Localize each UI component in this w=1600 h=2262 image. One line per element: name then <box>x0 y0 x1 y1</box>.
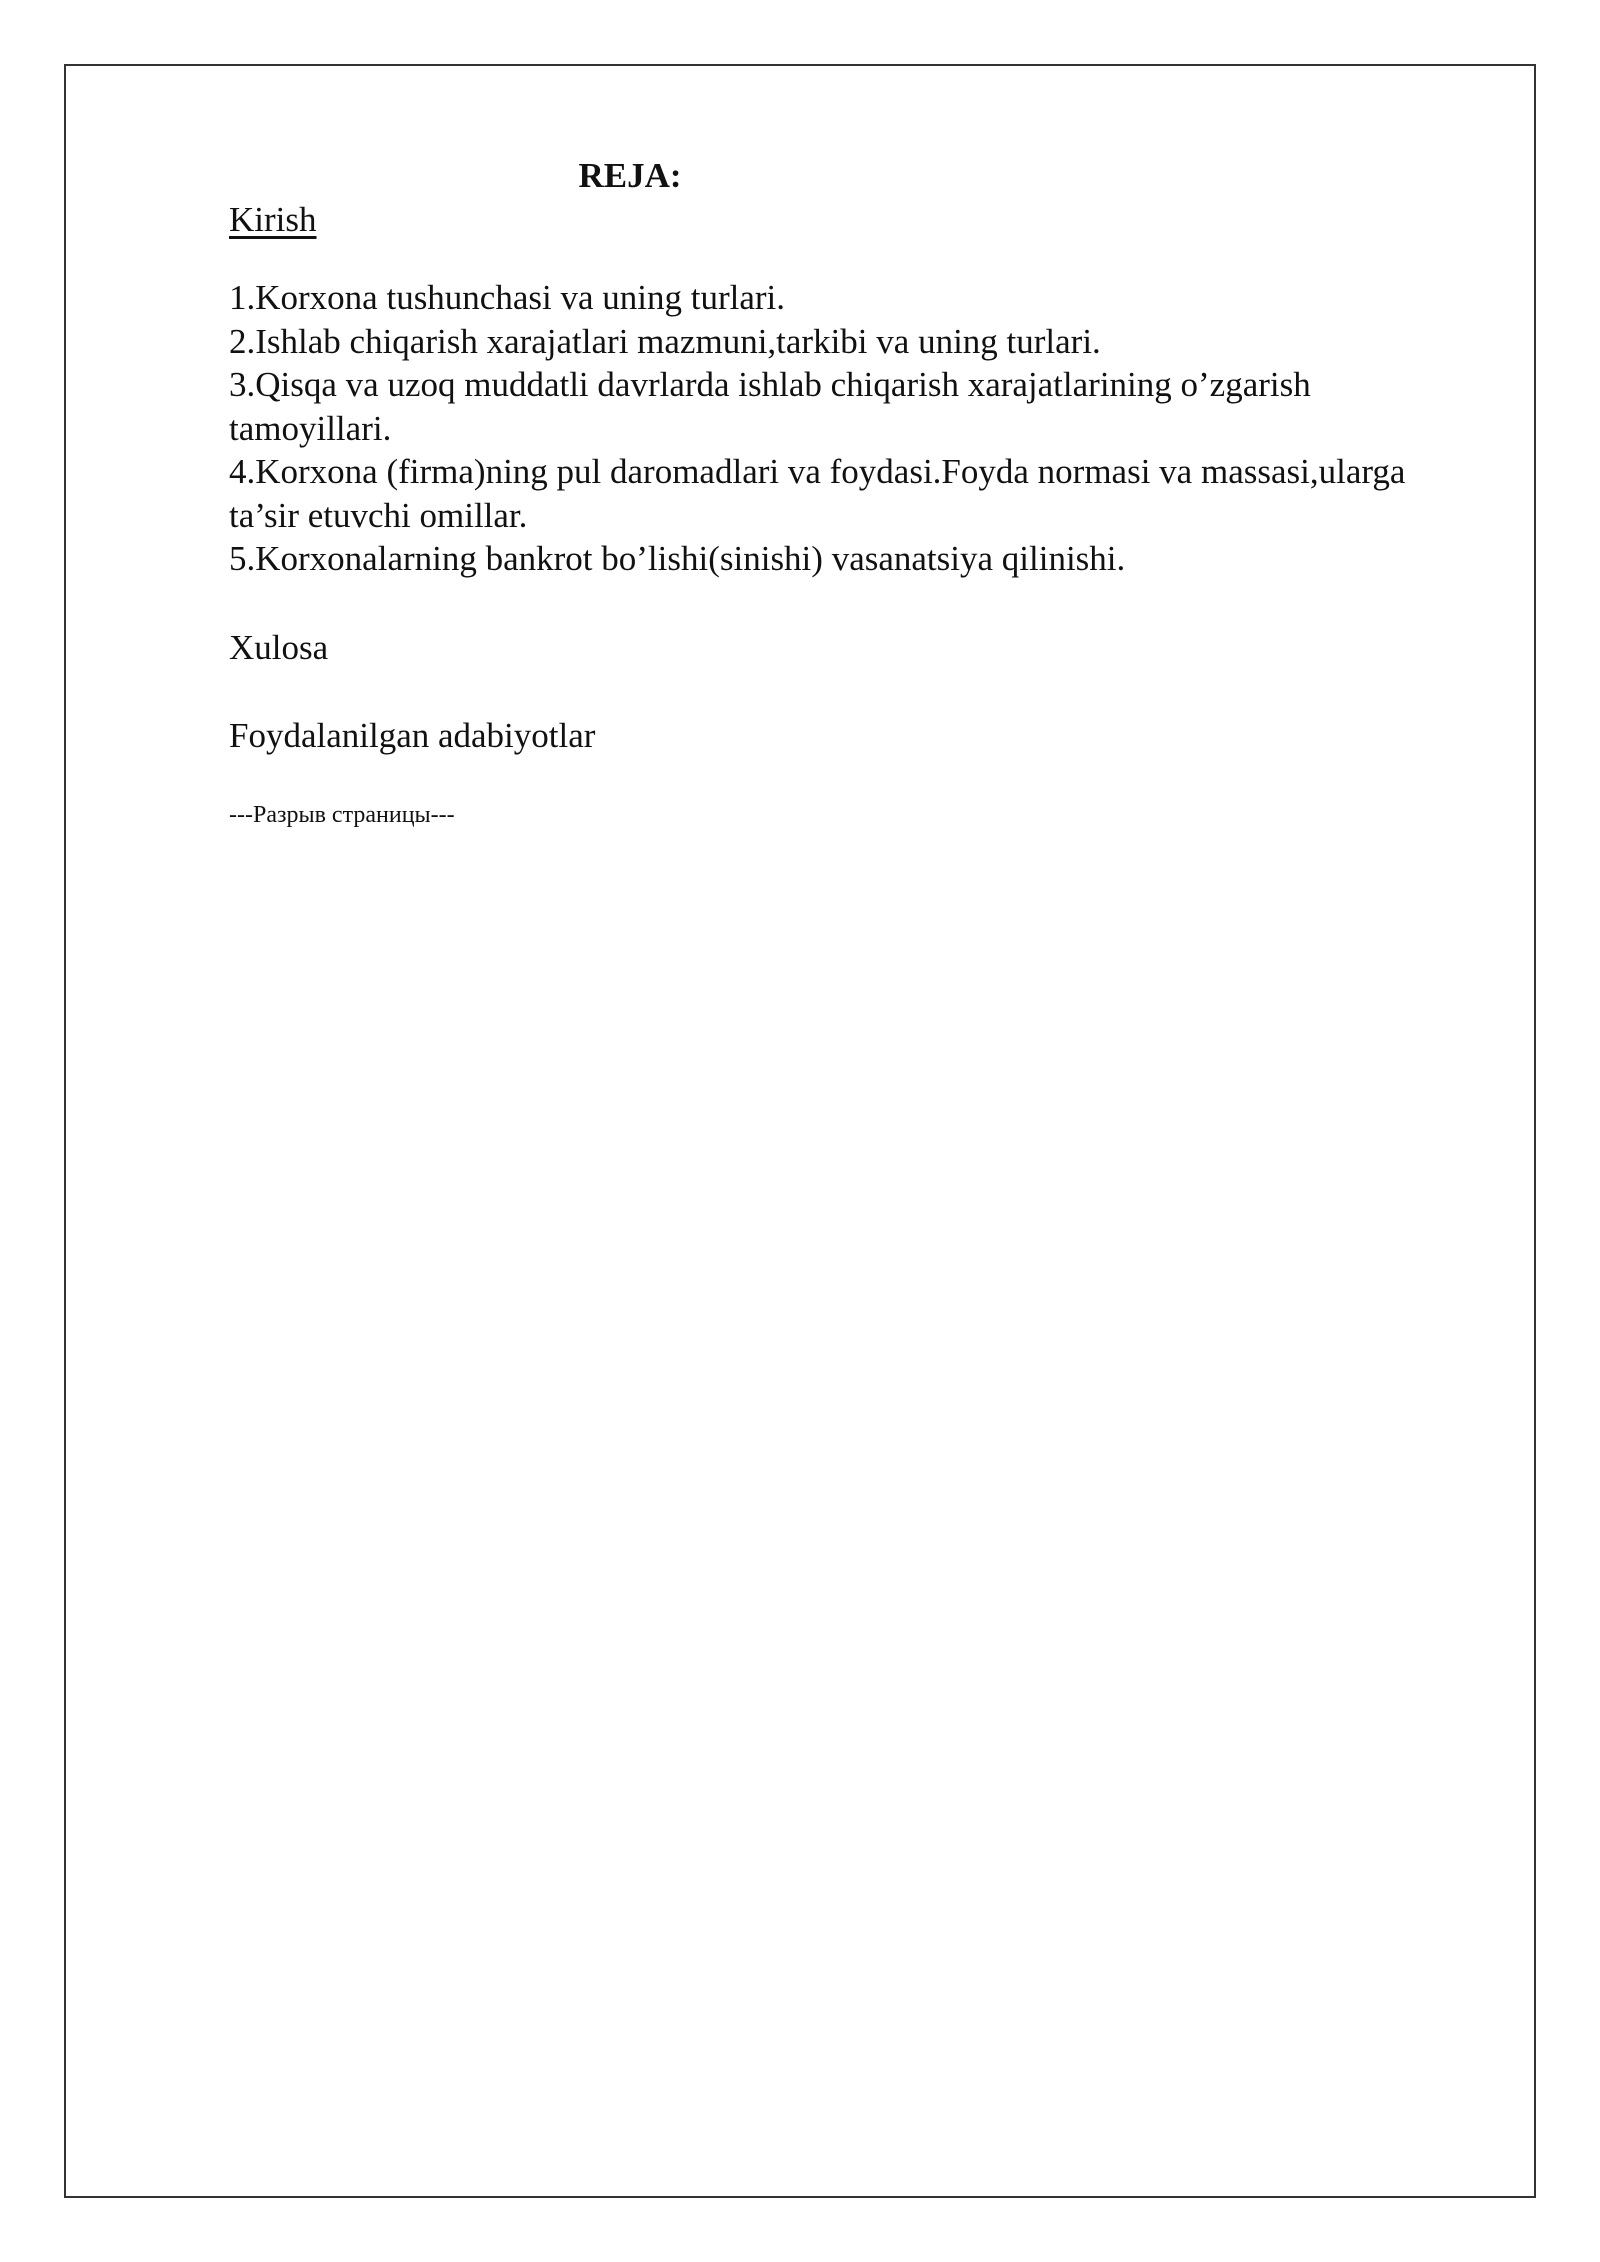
references-heading: Foydalanilgan adabiyotlar <box>229 716 596 755</box>
page-break-marker: ---Разрыв страницы--- <box>229 802 455 828</box>
plan-item: 3.Qisqa va uzoq muddatli davrlarda ishlab chiqarish xarajatlarining o’zgarish tamoyillari. <box>229 365 1311 448</box>
page-title: REJA: <box>578 156 682 195</box>
plan-item: 1.Korxona tushunchasi va uning turlari. <box>229 278 786 317</box>
intro-heading: Kirish <box>229 200 317 239</box>
conclusion-heading: Xulosa <box>229 628 329 667</box>
plan-item: 2.Ishlab chiqarish xarajatlari mazmuni,tarkibi va uning turlari. <box>229 321 1101 361</box>
plan-list <box>229 276 1409 581</box>
plan-item: 4.Korxona (firma)ning pul daromadlari va foydasi.Foyda normasi va massasi,ularga ta’sir etuvchi omillar. <box>229 452 1406 535</box>
plan-item: 5.Korxonalarning bankrot bo’lishi(sinishi) vasanatsiya qilinishi. <box>229 539 1126 578</box>
